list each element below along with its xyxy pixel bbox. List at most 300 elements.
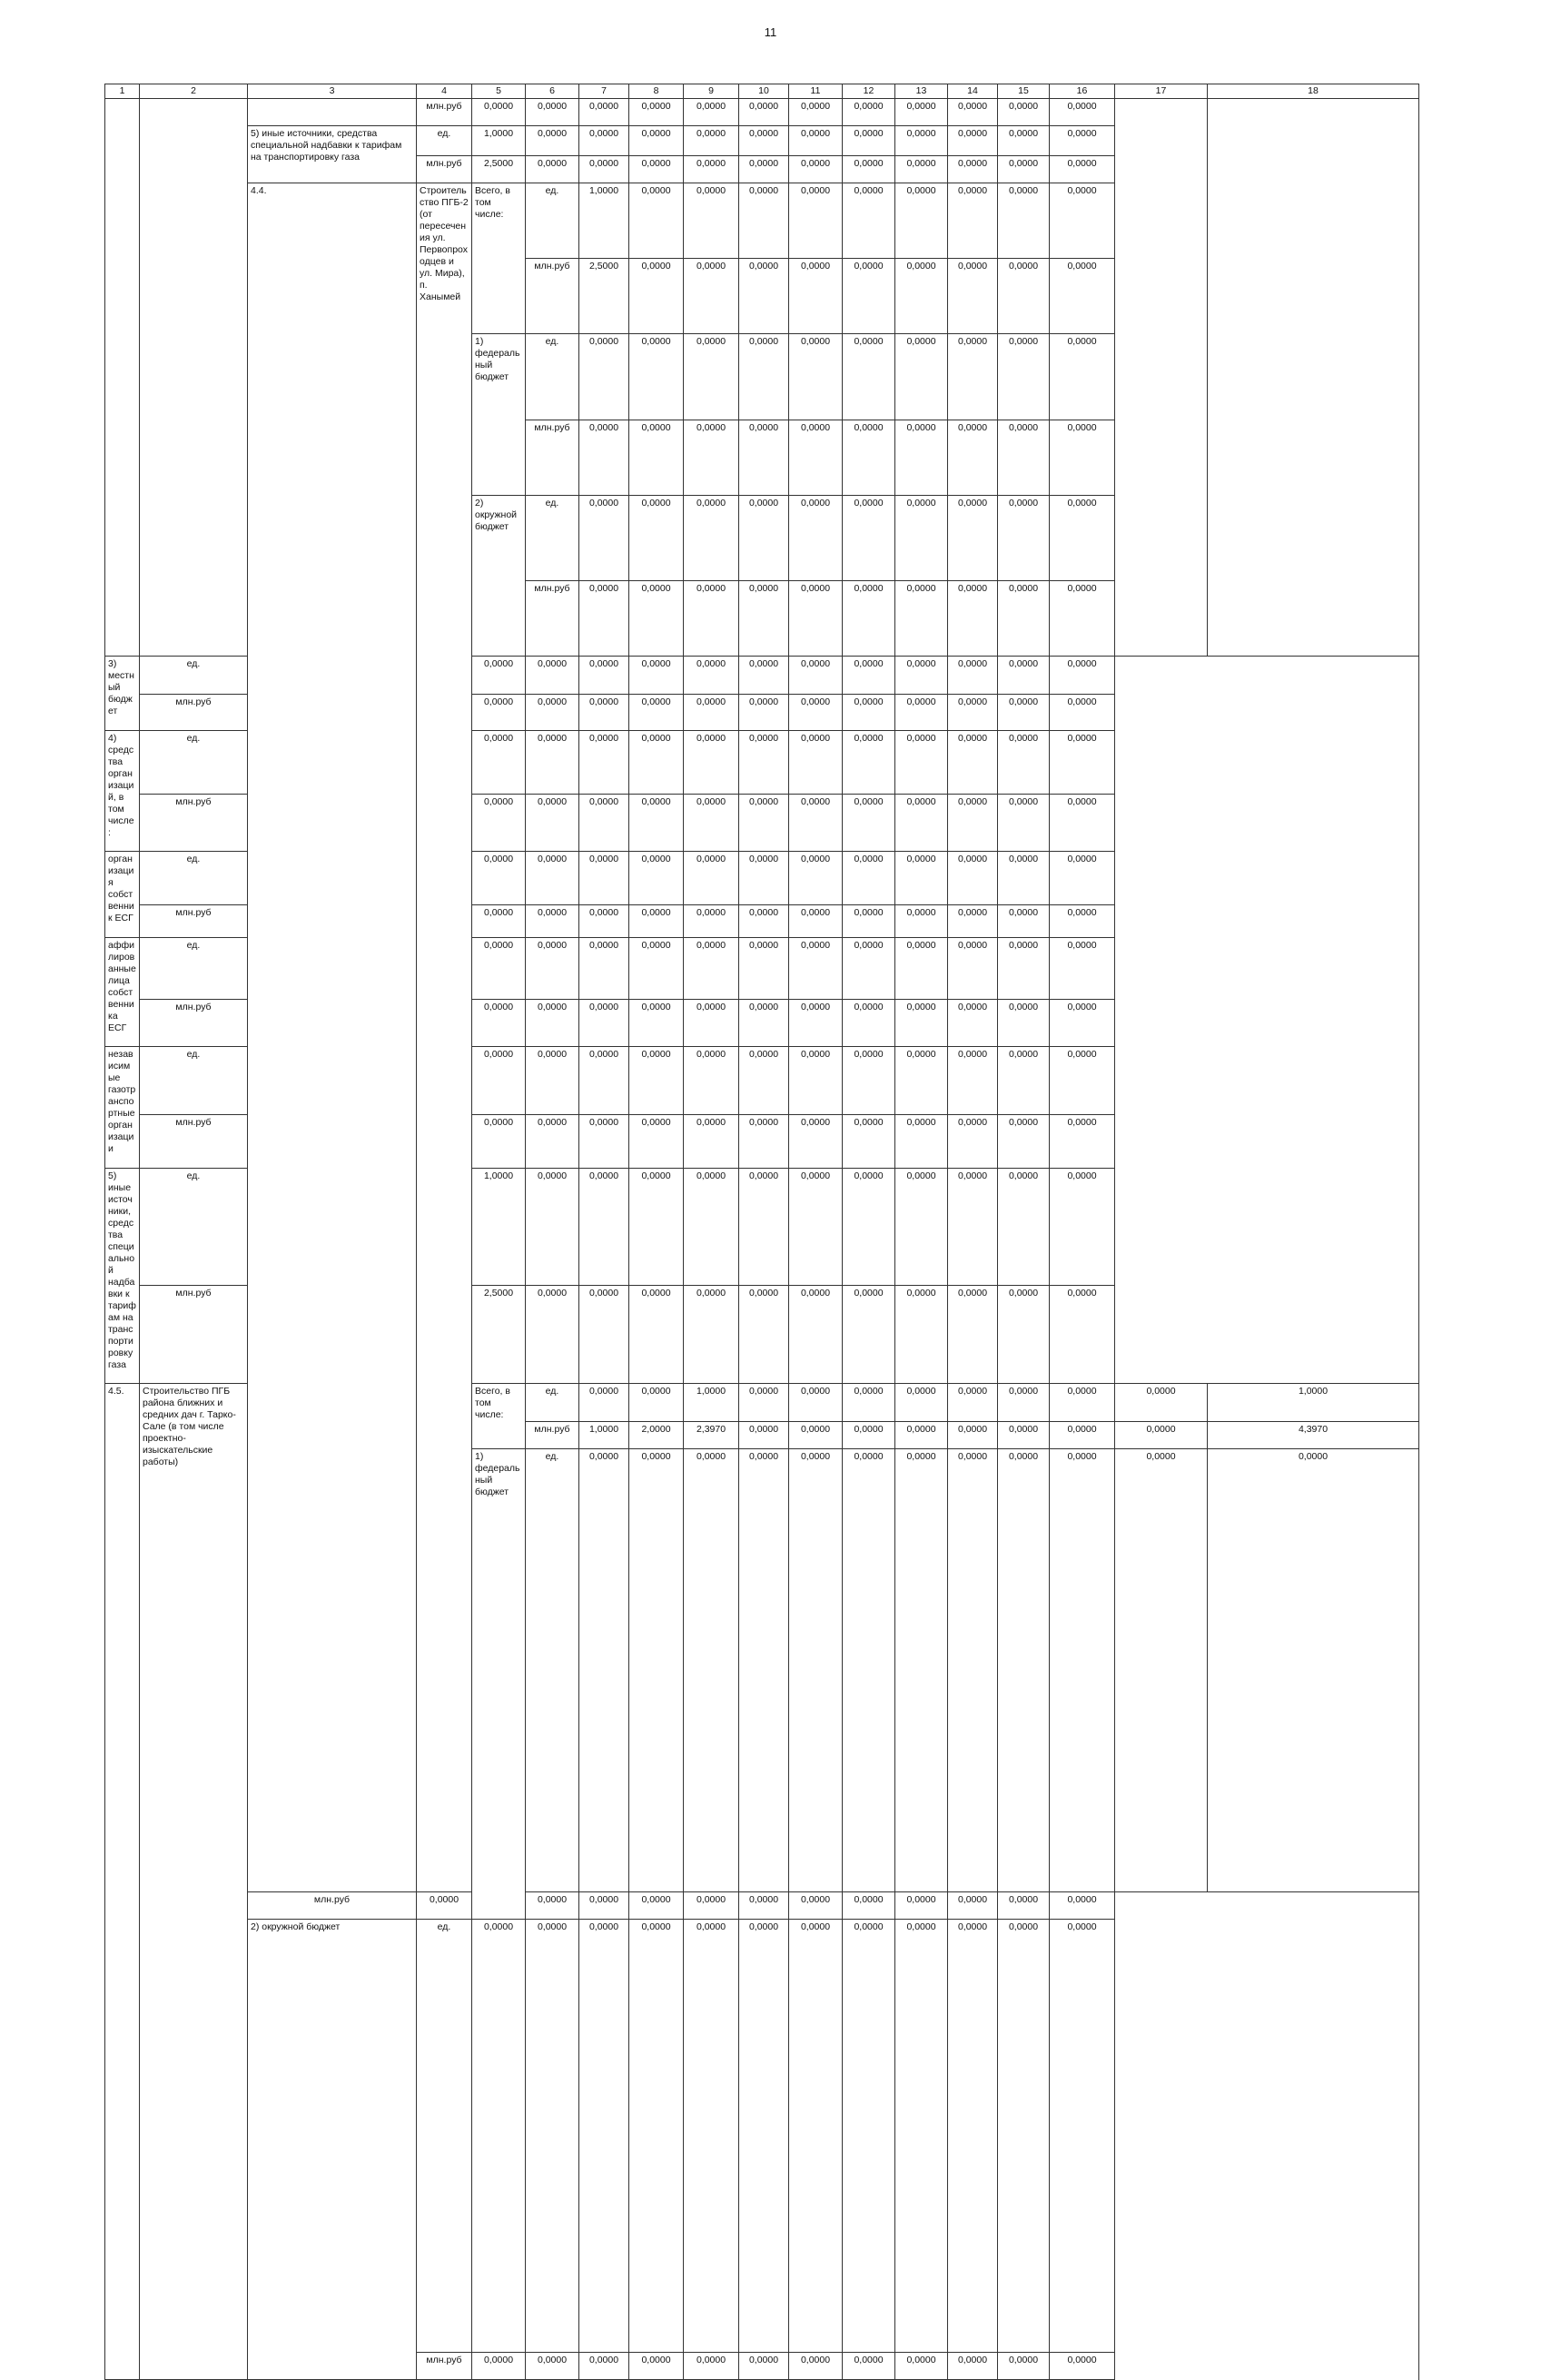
value-cell: 0,0000 <box>948 420 998 495</box>
value-cell: 0,0000 <box>1050 581 1115 657</box>
value-cell: 0,0000 <box>1050 126 1115 156</box>
value-cell: 0,0000 <box>629 183 684 259</box>
value-cell: 0,0000 <box>526 1286 579 1384</box>
value-cell: 0,0000 <box>472 657 526 695</box>
value-cell: 0,0000 <box>739 259 789 334</box>
value-cell: 0,0000 <box>998 937 1050 1000</box>
value-cell: 0,0000 <box>998 794 1050 851</box>
value-cell: 0,0000 <box>789 259 843 334</box>
value-cell: 0,0000 <box>1050 156 1115 183</box>
value-cell: 0,0000 <box>998 694 1050 730</box>
table-body <box>105 99 1419 2380</box>
value-cell: 0,0000 <box>526 99 579 126</box>
value-cell: 0,0000 <box>843 1920 895 2353</box>
value-cell: 0,0000 <box>684 794 739 851</box>
value-cell: 0,0000 <box>579 1115 629 1168</box>
value-cell: 0,0000 <box>789 1286 843 1384</box>
funding-source: 1) федеральный бюджет <box>472 1448 526 1920</box>
value-cell: 0,0000 <box>789 1000 843 1047</box>
value-cell: 0,0000 <box>895 99 948 126</box>
value-cell: 0,0000 <box>579 1286 629 1384</box>
value-cell: 0,0000 <box>629 937 684 1000</box>
value-cell: 0,0000 <box>1050 937 1115 1000</box>
value-cell: 0,0000 <box>579 99 629 126</box>
item-number: 4.5. <box>105 1384 140 2380</box>
value-cell: 0,0000 <box>526 1115 579 1168</box>
value-cell: 0,0000 <box>579 1168 629 1286</box>
value-cell: 0,0000 <box>629 99 684 126</box>
value-cell: 0,0000 <box>998 1920 1050 2353</box>
value-cell: 0,0000 <box>948 1448 998 1892</box>
value-cell: 0,0000 <box>843 852 895 905</box>
value-cell: 0,0000 <box>684 2353 739 2380</box>
value-cell: 0,0000 <box>739 852 789 905</box>
funding-source: Всего, в том числе: <box>472 1384 526 1449</box>
value-cell: 0,0000 <box>843 1892 895 1920</box>
column-header-4: 4 <box>417 84 472 99</box>
value-cell: 0,0000 <box>526 694 579 730</box>
value-cell: 0,0000 <box>789 1384 843 1422</box>
value-cell: 0,0000 <box>629 904 684 937</box>
value-cell: 0,0000 <box>1050 420 1115 495</box>
value-cell: 0,0000 <box>789 126 843 156</box>
value-cell: 0,0000 <box>739 156 789 183</box>
item-number: 4.4. <box>248 183 417 1892</box>
value-cell: 0,0000 <box>789 1448 843 1892</box>
value-cell: 0,0000 <box>739 937 789 1000</box>
value-cell: 0,0000 <box>948 581 998 657</box>
value-cell: 0,0000 <box>1050 1115 1115 1168</box>
value-cell: 0,0000 <box>579 794 629 851</box>
value-cell: 0,0000 <box>739 1448 789 1892</box>
column-header-15: 15 <box>998 84 1050 99</box>
value-cell: 0,0000 <box>684 1892 739 1920</box>
value-cell: 0,0000 <box>472 1047 526 1115</box>
value-cell: 0,0000 <box>1208 1448 1419 1892</box>
column-header-2: 2 <box>140 84 248 99</box>
value-cell: 0,0000 <box>684 657 739 695</box>
value-cell: 0,0000 <box>789 495 843 581</box>
value-cell: 0,0000 <box>998 1286 1050 1384</box>
value-cell: 0,0000 <box>472 937 526 1000</box>
value-cell: 0,0000 <box>998 1047 1050 1115</box>
value-cell: 0,0000 <box>895 581 948 657</box>
value-cell: 0,0000 <box>789 2353 843 2380</box>
value-cell: 0,0000 <box>843 1448 895 1892</box>
value-cell: 0,0000 <box>948 1892 998 1920</box>
value-cell: 0,0000 <box>526 1892 579 1920</box>
unit: млн.руб <box>417 156 472 183</box>
value-cell: 0,0000 <box>948 334 998 420</box>
value-cell: 0,0000 <box>789 794 843 851</box>
value-cell: 0,0000 <box>948 2353 998 2380</box>
value-cell: 0,0000 <box>629 694 684 730</box>
value-cell: 0,0000 <box>739 1384 789 1422</box>
table-row <box>105 1920 1419 2353</box>
column-header-18: 18 <box>1208 84 1419 99</box>
value-cell: 0,0000 <box>998 852 1050 905</box>
value-cell: 0,0000 <box>895 1448 948 1892</box>
value-cell: 0,0000 <box>895 657 948 695</box>
value-cell: 0,0000 <box>579 495 629 581</box>
value-cell: 0,0000 <box>684 852 739 905</box>
value-cell: 0,0000 <box>684 99 739 126</box>
column-header-7: 7 <box>579 84 629 99</box>
value-cell: 0,0000 <box>895 2353 948 2380</box>
value-cell: 0,0000 <box>1050 694 1115 730</box>
unit: ед. <box>526 1448 579 1892</box>
value-cell: 0,0000 <box>789 657 843 695</box>
funding-source <box>248 99 417 126</box>
value-cell: 0,0000 <box>998 99 1050 126</box>
value-cell: 0,0000 <box>526 2353 579 2380</box>
value-cell: 0,0000 <box>629 156 684 183</box>
value-cell: 0,0000 <box>739 1047 789 1115</box>
value-cell: 0,0000 <box>739 1421 789 1448</box>
value-cell: 0,0000 <box>579 156 629 183</box>
value-cell: 0,0000 <box>526 657 579 695</box>
value-cell: 2,5000 <box>579 259 629 334</box>
value-cell: 0,0000 <box>895 1384 948 1422</box>
value-cell: 0,0000 <box>629 581 684 657</box>
value-cell: 0,0000 <box>684 1920 739 2353</box>
funding-source: 2) окружной бюджет <box>248 1920 417 2380</box>
unit: млн.руб <box>248 1892 417 1920</box>
value-cell: 0,0000 <box>843 156 895 183</box>
value-cell: 0,0000 <box>739 730 789 794</box>
value-cell: 0,0000 <box>948 259 998 334</box>
funding-source: Всего, в том числе: <box>472 183 526 334</box>
value-cell: 0,0000 <box>526 126 579 156</box>
value-cell: 0,0000 <box>895 495 948 581</box>
value-cell: 0,0000 <box>843 1047 895 1115</box>
value-cell: 0,0000 <box>895 730 948 794</box>
value-cell: 0,0000 <box>1050 259 1115 334</box>
value-cell: 0,0000 <box>895 1892 948 1920</box>
value-cell: 0,0000 <box>789 1920 843 2353</box>
value-cell: 0,0000 <box>417 1892 472 1920</box>
value-cell: 0,0000 <box>948 1421 998 1448</box>
value-cell: 0,0000 <box>579 657 629 695</box>
value-cell: 0,0000 <box>948 1286 998 1384</box>
unit: ед. <box>140 1168 248 1286</box>
value-cell: 0,0000 <box>948 657 998 695</box>
value-cell: 0,0000 <box>843 657 895 695</box>
unit: млн.руб <box>417 99 472 126</box>
value-cell: 0,0000 <box>684 937 739 1000</box>
value-cell: 0,0000 <box>895 259 948 334</box>
unit: ед. <box>417 126 472 156</box>
value-cell: 0,0000 <box>684 581 739 657</box>
unit: ед. <box>140 1047 248 1115</box>
value-cell: 0,0000 <box>684 126 739 156</box>
value-cell: 0,0000 <box>998 259 1050 334</box>
unit: млн.руб <box>140 904 248 937</box>
value-cell: 0,0000 <box>895 904 948 937</box>
value-cell: 0,0000 <box>998 1448 1050 1892</box>
funding-source: 4) средства организаций, в том числе: <box>105 730 140 852</box>
value-cell: 0,0000 <box>629 794 684 851</box>
unit: ед. <box>526 183 579 259</box>
value-cell: 0,0000 <box>472 694 526 730</box>
unit: ед. <box>140 730 248 794</box>
value-cell: 1,0000 <box>684 1384 739 1422</box>
value-cell: 0,0000 <box>472 1920 526 2353</box>
value-cell: 0,0000 <box>998 126 1050 156</box>
value-cell: 0,0000 <box>629 852 684 905</box>
value-cell: 0,0000 <box>526 156 579 183</box>
value-cell: 0,0000 <box>472 1000 526 1047</box>
value-cell: 0,0000 <box>684 420 739 495</box>
value-cell: 0,0000 <box>579 904 629 937</box>
value-cell: 0,0000 <box>1050 1448 1115 1892</box>
value-cell: 0,0000 <box>789 1168 843 1286</box>
value-cell: 0,0000 <box>998 1168 1050 1286</box>
value-cell: 0,0000 <box>895 334 948 420</box>
funding-source: 5) иные источники, средства специальной надбавки к тарифам на транспортировку газа <box>248 126 417 183</box>
value-cell: 0,0000 <box>948 730 998 794</box>
value-cell: 0,0000 <box>579 1920 629 2353</box>
value-cell: 0,0000 <box>1050 1000 1115 1047</box>
column-header-10: 10 <box>739 84 789 99</box>
unit: ед. <box>526 334 579 420</box>
value-cell: 0,0000 <box>629 1384 684 1422</box>
item-title: Строительство ПГБ-2 (от пересечения ул. Первопроходцев и ул. Мира), п. Ханымей <box>417 183 472 1892</box>
column-header-12: 12 <box>843 84 895 99</box>
value-cell: 0,0000 <box>739 657 789 695</box>
value-cell: 0,0000 <box>789 420 843 495</box>
value-cell: 0,0000 <box>629 1000 684 1047</box>
value-cell: 0,0000 <box>579 2353 629 2380</box>
value-cell: 0,0000 <box>948 1384 998 1422</box>
value-cell: 0,0000 <box>684 259 739 334</box>
value-cell: 0,0000 <box>1050 1286 1115 1384</box>
value-cell: 0,0000 <box>629 1920 684 2353</box>
value-cell: 0,0000 <box>472 730 526 794</box>
value-cell: 0,0000 <box>684 183 739 259</box>
value-cell: 0,0000 <box>843 1286 895 1384</box>
value-cell: 0,0000 <box>472 99 526 126</box>
value-cell: 1,0000 <box>579 183 629 259</box>
value-cell: 0,0000 <box>1050 495 1115 581</box>
value-cell: 0,0000 <box>629 334 684 420</box>
value-cell: 0,0000 <box>998 2353 1050 2380</box>
value-cell: 1,0000 <box>579 1421 629 1448</box>
column-header-9: 9 <box>684 84 739 99</box>
value-cell: 0,0000 <box>739 794 789 851</box>
value-cell: 0,0000 <box>629 730 684 794</box>
value-cell: 0,0000 <box>998 495 1050 581</box>
unit: млн.руб <box>140 1115 248 1168</box>
value-cell: 0,0000 <box>472 2353 526 2380</box>
value-cell: 0,0000 <box>629 2353 684 2380</box>
value-cell: 0,0000 <box>579 581 629 657</box>
value-cell: 0,0000 <box>1050 657 1115 695</box>
value-cell: 0,0000 <box>629 657 684 695</box>
value-cell: 0,0000 <box>629 1168 684 1286</box>
value-cell: 0,0000 <box>739 1892 789 1920</box>
value-cell: 0,0000 <box>948 1168 998 1286</box>
value-cell: 0,0000 <box>843 1115 895 1168</box>
value-cell: 2,5000 <box>472 156 526 183</box>
value-cell: 0,0000 <box>629 495 684 581</box>
value-cell: 0,0000 <box>684 1168 739 1286</box>
unit: ед. <box>417 1920 472 2353</box>
value-cell: 0,0000 <box>998 1115 1050 1168</box>
value-cell: 0,0000 <box>1115 1448 1208 1892</box>
column-header-1: 1 <box>105 84 140 99</box>
value-cell: 0,0000 <box>895 156 948 183</box>
value-cell: 0,0000 <box>948 1000 998 1047</box>
column-header-16: 16 <box>1050 84 1115 99</box>
value-cell: 0,0000 <box>789 937 843 1000</box>
value-cell: 0,0000 <box>789 1892 843 1920</box>
value-cell: 0,0000 <box>526 1168 579 1286</box>
value-cell: 0,0000 <box>684 730 739 794</box>
value-cell: 0,0000 <box>895 852 948 905</box>
value-cell: 0,0000 <box>684 904 739 937</box>
value-cell: 0,0000 <box>684 1286 739 1384</box>
value-cell: 0,0000 <box>739 581 789 657</box>
value-cell: 0,0000 <box>843 694 895 730</box>
value-cell: 0,0000 <box>895 1000 948 1047</box>
value-cell: 0,0000 <box>998 183 1050 259</box>
column-header-5: 5 <box>472 84 526 99</box>
value-cell: 0,0000 <box>579 126 629 156</box>
value-cell: 0,0000 <box>739 99 789 126</box>
value-cell: 0,0000 <box>739 495 789 581</box>
value-cell: 1,0000 <box>472 126 526 156</box>
value-cell: 0,0000 <box>998 581 1050 657</box>
funding-source: 3) местный бюджет <box>105 657 140 731</box>
value-cell: 0,0000 <box>684 1000 739 1047</box>
value-cell: 0,0000 <box>579 420 629 495</box>
value-cell: 0,0000 <box>1050 1892 1115 1920</box>
value-cell: 0,0000 <box>1050 1047 1115 1115</box>
unit: млн.руб <box>526 259 579 334</box>
value-cell: 0,0000 <box>895 937 948 1000</box>
column-header-14: 14 <box>948 84 998 99</box>
value-cell: 0,0000 <box>629 1448 684 1892</box>
value-cell: 0,0000 <box>739 126 789 156</box>
value-cell: 0,0000 <box>1050 99 1115 126</box>
value-cell: 0,0000 <box>684 1448 739 1892</box>
value-cell: 0,0000 <box>948 694 998 730</box>
value-cell: 0,0000 <box>998 904 1050 937</box>
value-cell: 0,0000 <box>579 1047 629 1115</box>
value-cell: 0,0000 <box>789 99 843 126</box>
value-cell: 0,0000 <box>843 1384 895 1422</box>
value-cell: 0,0000 <box>739 1286 789 1384</box>
item-title: Строительство ПГБ района ближних и средних дач г. Тарко-Сале (в том числе проектно-изыскательские работы) <box>140 1384 248 2380</box>
value-cell: 0,0000 <box>789 1115 843 1168</box>
value-cell: 0,0000 <box>843 495 895 581</box>
value-cell: 0,0000 <box>843 2353 895 2380</box>
value-cell: 0,0000 <box>579 1448 629 1892</box>
value-cell: 0,0000 <box>739 2353 789 2380</box>
value-cell: 0,0000 <box>789 581 843 657</box>
value-cell: 0,0000 <box>526 730 579 794</box>
value-cell: 0,0000 <box>895 1168 948 1286</box>
funding-source: 1) федеральный бюджет <box>472 334 526 496</box>
funding-source: 5) иные источники, средства специальной надбавки к тарифам на транспортировку газа <box>105 1168 140 1384</box>
value-cell: 0,0000 <box>895 1047 948 1115</box>
program-table <box>104 84 1419 2380</box>
value-cell: 0,0000 <box>1050 794 1115 851</box>
value-cell: 0,0000 <box>843 1000 895 1047</box>
column-header-3: 3 <box>248 84 417 99</box>
value-cell: 0,0000 <box>526 1000 579 1047</box>
value-cell: 0,0000 <box>948 794 998 851</box>
value-cell: 0,0000 <box>789 1421 843 1448</box>
value-cell: 0,0000 <box>684 495 739 581</box>
value-cell: 0,0000 <box>948 904 998 937</box>
value-cell: 0,0000 <box>1050 2353 1115 2380</box>
value-cell: 1,0000 <box>472 1168 526 1286</box>
value-cell: 0,0000 <box>998 1421 1050 1448</box>
value-cell: 0,0000 <box>684 156 739 183</box>
value-cell: 0,0000 <box>629 259 684 334</box>
unit: млн.руб <box>526 420 579 495</box>
value-cell: 0,0000 <box>843 1168 895 1286</box>
value-cell: 0,0000 <box>739 1000 789 1047</box>
value-cell: 0,0000 <box>684 1115 739 1168</box>
value-cell: 0,0000 <box>843 420 895 495</box>
value-cell: 0,0000 <box>948 126 998 156</box>
value-cell: 0,0000 <box>1050 852 1115 905</box>
value-cell: 0,0000 <box>998 420 1050 495</box>
value-cell: 0,0000 <box>948 1047 998 1115</box>
value-cell: 0,0000 <box>948 183 998 259</box>
unit: млн.руб <box>140 1286 248 1384</box>
value-cell: 0,0000 <box>1050 1384 1115 1422</box>
column-header-6: 6 <box>526 84 579 99</box>
value-cell: 0,0000 <box>526 904 579 937</box>
value-cell: 0,0000 <box>998 657 1050 695</box>
value-cell: 0,0000 <box>843 1421 895 1448</box>
value-cell: 0,0000 <box>526 852 579 905</box>
value-cell: 0,0000 <box>998 1892 1050 1920</box>
value-cell: 0,0000 <box>895 126 948 156</box>
column-number-header <box>105 84 1419 99</box>
value-cell: 0,0000 <box>843 183 895 259</box>
value-cell: 0,0000 <box>1050 1920 1115 2353</box>
value-cell: 0,0000 <box>1050 730 1115 794</box>
value-cell: 0,0000 <box>1115 1384 1208 1422</box>
value-cell: 0,0000 <box>629 1115 684 1168</box>
value-cell: 0,0000 <box>895 794 948 851</box>
value-cell: 0,0000 <box>739 1168 789 1286</box>
value-cell: 0,0000 <box>526 1920 579 2353</box>
value-cell: 0,0000 <box>739 1920 789 2353</box>
value-cell: 0,0000 <box>998 156 1050 183</box>
value-cell: 0,0000 <box>579 334 629 420</box>
funding-source: организация собственник ЕСГ <box>105 852 140 938</box>
value-cell: 0,0000 <box>579 730 629 794</box>
value-cell: 0,0000 <box>684 1047 739 1115</box>
value-cell: 0,0000 <box>579 1000 629 1047</box>
unit: млн.руб <box>140 1000 248 1047</box>
value-cell: 0,0000 <box>789 730 843 794</box>
funding-source: аффилированные лица собственника ЕСГ <box>105 937 140 1047</box>
value-cell: 0,0000 <box>579 852 629 905</box>
unit: млн.руб <box>417 2353 472 2380</box>
value-cell: 0,0000 <box>895 694 948 730</box>
table-row <box>105 1892 1419 1920</box>
unit: ед. <box>526 1384 579 1422</box>
value-cell: 0,0000 <box>472 794 526 851</box>
value-cell: 0,0000 <box>843 730 895 794</box>
